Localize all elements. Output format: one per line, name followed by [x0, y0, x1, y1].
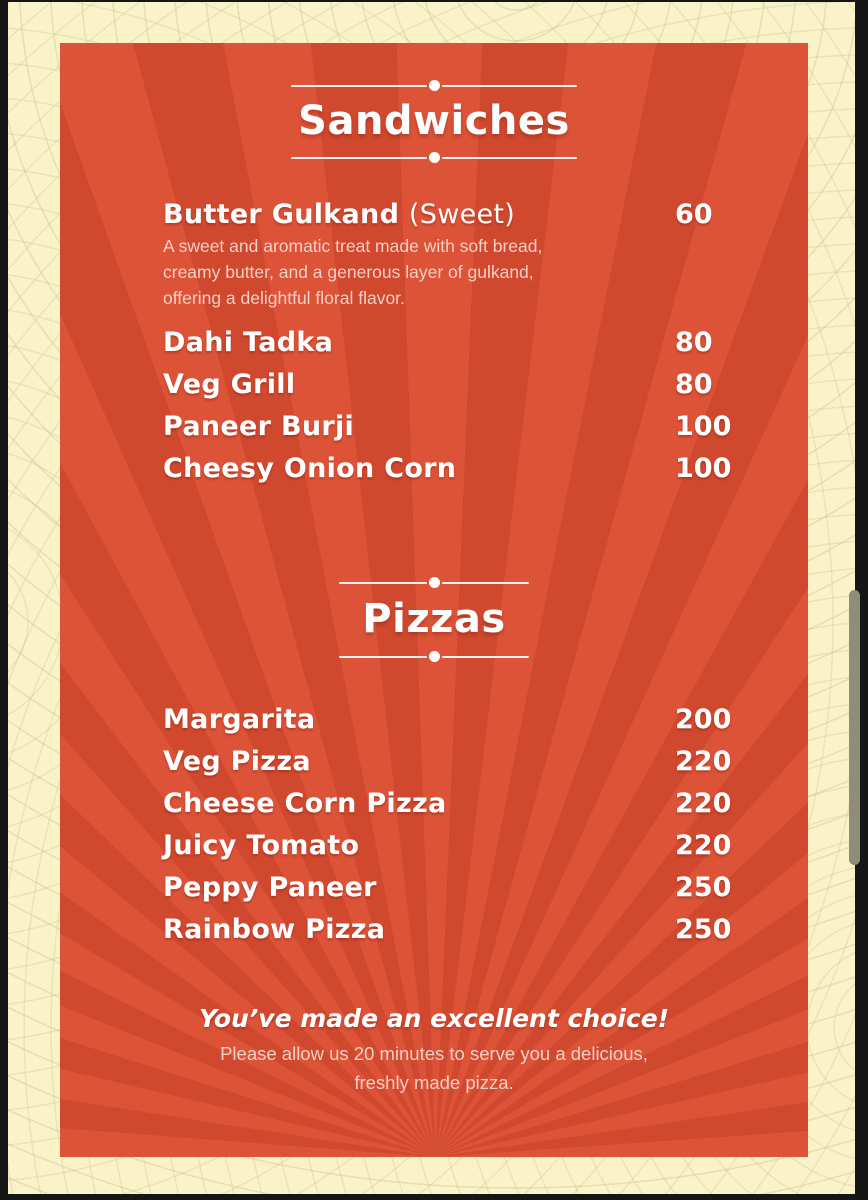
- menu-card: [60, 43, 808, 1157]
- item-name: Rainbow Pizza: [163, 914, 386, 945]
- item-price: 100: [675, 453, 732, 484]
- divider-dot-icon: [429, 651, 440, 662]
- item-name: Cheesy Onion Corn: [163, 453, 457, 484]
- section-title-sandwiches: Sandwiches: [298, 98, 570, 144]
- item-name: Paneer Burji: [163, 411, 355, 442]
- divider-bottom: [339, 651, 529, 662]
- divider-line: [442, 582, 530, 584]
- menu-item: [163, 452, 783, 488]
- item-price: 200: [675, 704, 732, 735]
- section-header-pizzas: [60, 577, 808, 662]
- item-price: 80: [675, 369, 713, 400]
- divider-top: [339, 577, 529, 588]
- section-header-sandwiches: [60, 80, 808, 163]
- footer-note: [60, 1039, 808, 1097]
- item-name: Juicy Tomato: [163, 830, 360, 861]
- menu-item: [163, 913, 783, 949]
- item-price: 220: [675, 746, 732, 777]
- divider-line: [442, 157, 578, 159]
- menu-item: [163, 326, 783, 362]
- scrollbar-thumb[interactable]: [849, 590, 860, 865]
- footer-heading: You’ve made an excellent choice!: [198, 1004, 670, 1033]
- divider-line: [442, 85, 578, 87]
- item-price: 100: [675, 411, 732, 442]
- item-price: 250: [675, 914, 732, 945]
- divider-dot-icon: [429, 577, 440, 588]
- item-price: 80: [675, 327, 713, 358]
- item-description: [163, 233, 633, 311]
- item-price: 220: [675, 830, 732, 861]
- item-name: Dahi Tadka: [163, 327, 334, 358]
- item-name: Cheese Corn Pizza: [163, 788, 447, 819]
- item-name-suffix: (Sweet): [408, 199, 516, 230]
- menu-item: [163, 410, 783, 446]
- menu-item: [163, 787, 783, 823]
- menu-item: [163, 871, 783, 907]
- menu-item: [163, 703, 783, 739]
- divider-line: [291, 157, 427, 159]
- item-description-line: creamy butter, and a generous layer of gulkand,: [163, 262, 534, 282]
- menu-item: [163, 829, 783, 865]
- item-price: 220: [675, 788, 732, 819]
- footer-note-line: Please allow us 20 minutes to serve you a delicious,: [220, 1043, 648, 1064]
- divider-bottom: [291, 152, 577, 163]
- item-description-line: offering a delightful floral flavor.: [163, 288, 405, 308]
- menu-item: [163, 368, 783, 404]
- menu-item: [163, 745, 783, 781]
- divider-line: [339, 656, 427, 658]
- item-description-line: A sweet and aromatic treat made with soft bread,: [163, 236, 543, 256]
- item-price: 250: [675, 872, 732, 903]
- divider-top: [291, 80, 577, 91]
- item-name: Veg Grill: [163, 369, 296, 400]
- section-title-pizzas: Pizzas: [362, 596, 506, 642]
- footer-note-line: freshly made pizza.: [354, 1072, 514, 1093]
- divider-dot-icon: [429, 152, 440, 163]
- item-name: Margarita: [163, 704, 316, 735]
- item-name: Butter Gulkand: [163, 199, 400, 230]
- divider-dot-icon: [429, 80, 440, 91]
- item-name: Veg Pizza: [163, 746, 311, 777]
- item-price: 60: [675, 199, 713, 230]
- divider-line: [442, 656, 530, 658]
- divider-line: [339, 582, 427, 584]
- divider-line: [291, 85, 427, 87]
- item-name: Peppy Paneer: [163, 872, 377, 903]
- menu-item: [163, 198, 783, 234]
